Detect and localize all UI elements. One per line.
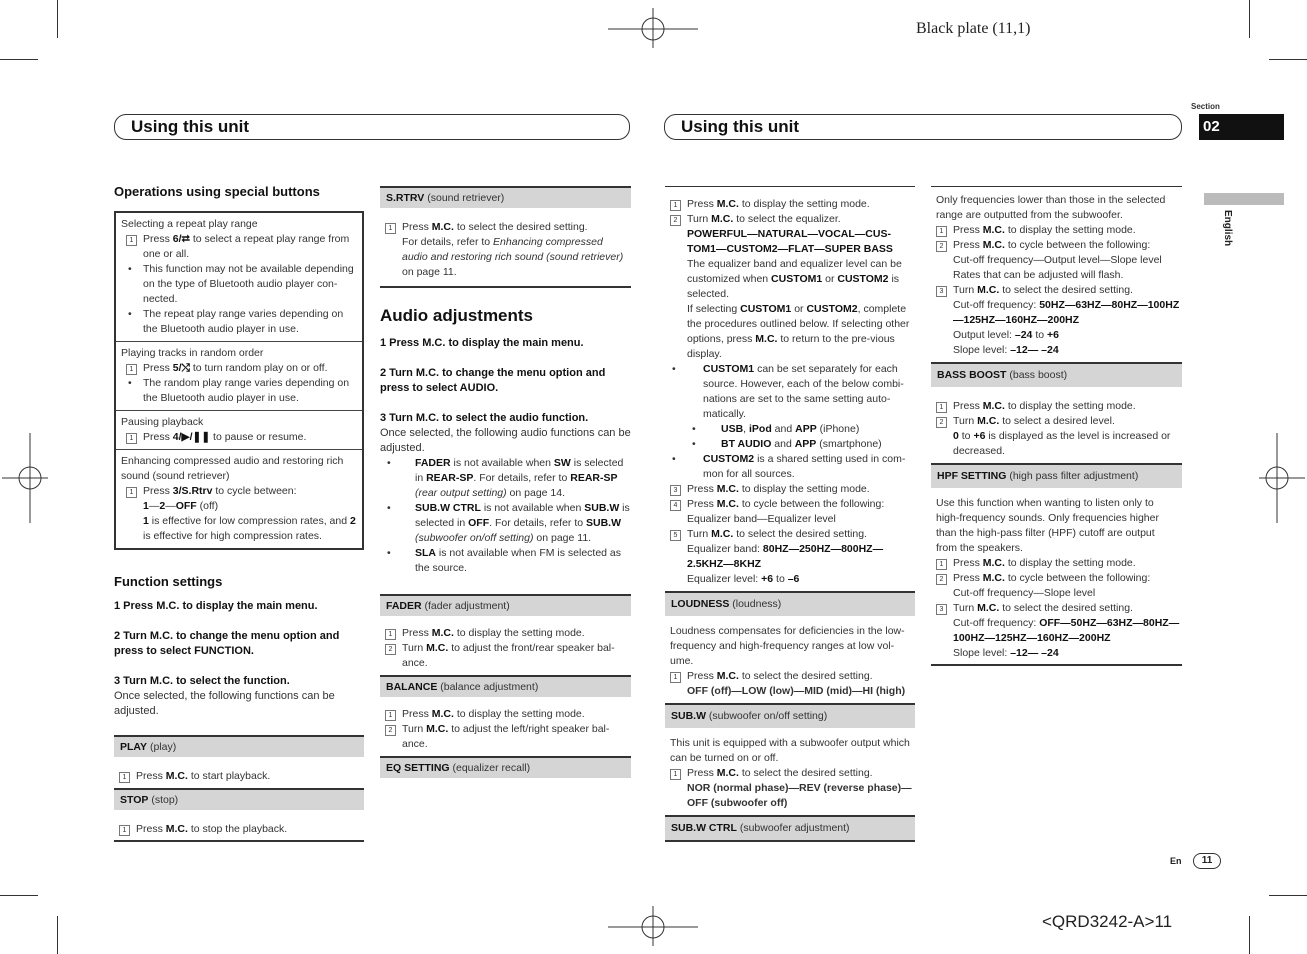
audio-title: Audio adjustments	[380, 306, 534, 325]
bass-step-1: 1 Press M.C. to display the setting mode.	[931, 399, 1182, 414]
stop-step: 1 Press M.C. to stop the playback.	[114, 822, 364, 842]
function-step-2: 2 Turn M.C. to change the menu option and press to select FUNCTION.	[114, 630, 340, 657]
subw-description: This unit is equipped with a subwoofer output which can be turned on or off.	[670, 737, 910, 764]
subw-ctrl-step-2: 2 Press M.C. to cycle between the following:	[931, 238, 1182, 253]
column-1	[114, 184, 364, 842]
eq-list: POWERFUL—NATURAL—VOCAL—CUS-TOM1—CUSTOM2—FLAT—SUPER BASS	[687, 228, 893, 255]
subw-values: NOR (normal phase)—REV (reverse phase)—OFF (subwoofer off)	[687, 782, 912, 809]
eq-step-4: 4 Press M.C. to cycle between the following:	[665, 497, 915, 512]
registration-mark-right	[1259, 433, 1305, 523]
subw-ctrl-step-3: 3 Turn M.C. to select the desired setting.	[931, 283, 1182, 298]
crop-mark	[1269, 59, 1307, 60]
srtrv-step: 1 Press M.C. to select the desired setting.	[380, 220, 631, 235]
plate-label: Black plate (11,1)	[916, 20, 1031, 37]
hpf-header: HPF SETTING (high pass filter adjustment)	[931, 463, 1182, 488]
header-left: Using this unit	[114, 114, 630, 140]
enhance-note: 1 is effective for low compression rates, and 2 is effective for high compression rates.	[143, 515, 356, 542]
page-number: 11	[1193, 853, 1221, 869]
random-note: • The random play range varies depending on the Bluetooth audio player in use.	[121, 376, 357, 406]
eq-custom-note: If selecting CUSTOM1 or CUSTOM2, complete the procedures outlined below. If selecting other options, press M.C. to return to the pre-vious display.	[687, 303, 910, 360]
enhance-sequence: 1—2—OFF (off)	[143, 500, 219, 512]
loudness-values: OFF (off)—LOW (low)—MID (mid)—HI (high)	[687, 685, 906, 697]
repeat-title: Selecting a repeat play range	[121, 218, 258, 230]
play-step: 1 Press M.C. to start playback.	[114, 769, 364, 784]
page-lang: En	[1170, 856, 1182, 866]
custom1-note: • CUSTOM1 can be set separately for each source. However, each of the below combi-nations are set to the same setting auto-matically.	[665, 362, 915, 422]
column-4	[931, 186, 1182, 666]
function-intro: Once selected, the following functions can be adjusted.	[114, 690, 335, 717]
loudness-description: Loudness compensates for deficiencies in the low-frequency and high-frequency ranges at low vol-ume.	[670, 625, 905, 667]
bass-boost-header: BASS BOOST (bass boost)	[931, 362, 1182, 387]
random-cell	[116, 342, 362, 411]
function-step-1: 1 Press M.C. to display the main menu.	[114, 600, 318, 612]
pause-step: 1 Press 4/▶/❚❚ to pause or resume.	[121, 430, 357, 445]
eq-step-4-detail: Equalizer band—Equalizer level	[687, 513, 836, 525]
header-right: Using this unit	[664, 114, 1182, 140]
special-buttons-table	[114, 211, 364, 550]
random-title: Playing tracks in random order	[121, 347, 264, 359]
crop-mark	[1249, 916, 1250, 954]
repeat-icon: ⮂	[181, 233, 190, 245]
section-number: 02	[1199, 114, 1284, 140]
fader-header: FADER (fader adjustment)	[380, 594, 631, 616]
random-icon: ⤭	[181, 362, 190, 374]
eq-header: EQ SETTING (equalizer recall)	[380, 756, 631, 778]
registration-mark-top	[608, 8, 698, 48]
bass-step-2: 2 Turn M.C. to select a desired level.	[931, 414, 1182, 429]
audio-note-fader: • FADER is not available when SW is selected in REAR-SP. For details, refer to REAR-SP (rear output setting) on page 14.	[380, 456, 631, 501]
loudness-header: LOUDNESS (loudness)	[665, 591, 915, 616]
subw-output: Output level: –24 to +6	[953, 329, 1059, 341]
subw-ctrl-options: Cut-off frequency—Output level—Slope level	[953, 254, 1162, 266]
function-step-3: 3 Turn M.C. to select the function.	[114, 675, 290, 687]
language-tab-bar	[1204, 193, 1284, 205]
enhance-title: Enhancing compressed audio and restoring rich sound (sound retriever)	[121, 455, 344, 482]
subw-slope: Slope level: –12— –24	[953, 344, 1059, 356]
subw-cutoff: Cut-off frequency: 50HZ—63HZ—80HZ—100HZ—125HZ—160HZ—200HZ	[953, 299, 1180, 326]
subw-step: 1 Press M.C. to select the desired setting.	[665, 766, 915, 781]
registration-mark-bottom	[608, 906, 698, 946]
function-title: Function settings	[114, 574, 223, 589]
balance-step-2: 2 Turn M.C. to adjust the left/right speaker bal-ance.	[380, 722, 631, 752]
crop-mark	[57, 916, 58, 954]
language-tab: English	[1222, 210, 1233, 247]
subw-ctrl-step-1: 1 Press M.C. to display the setting mode.	[931, 223, 1182, 238]
eq-band: Equalizer band: 80HZ—250HZ—800HZ—2.5KHZ—8KHZ	[687, 543, 884, 570]
eq-step-3: 3 Press M.C. to display the setting mode.	[665, 482, 915, 497]
hpf-slope: Slope level: –12— –24	[931, 646, 1182, 666]
custom1-sub-2: • BT AUDIO and APP (smartphone)	[665, 437, 915, 452]
crop-mark	[57, 0, 58, 38]
balance-header: BALANCE (balance adjustment)	[380, 675, 631, 697]
repeat-note: • This function may not be available depending on the type of Bluetooth audio player con-nected.	[121, 262, 357, 307]
footer-code: <QRD3242-A>11	[1042, 912, 1173, 931]
audio-step-3: 3 Turn M.C. to select the audio function.	[380, 412, 589, 424]
play-header: PLAY (play)	[114, 735, 364, 757]
audio-intro: Once selected, the following audio functions can be adjusted.	[380, 427, 631, 454]
crop-mark	[0, 895, 38, 896]
bass-detail: 0 to +6 is displayed as the level is increased or decreased.	[953, 430, 1171, 457]
audio-step-1: 1 Press M.C. to display the main menu.	[380, 337, 584, 349]
eq-description: The equalizer band and equalizer level can be customized when CUSTOM1 or CUSTOM2 is selected.	[687, 258, 902, 300]
registration-mark-left	[2, 433, 48, 523]
crop-mark	[1269, 895, 1307, 896]
hpf-step-2: 2 Press M.C. to cycle between the following:	[931, 571, 1182, 586]
enhance-step: 1 Press 3/S.Rtrv to cycle between:	[121, 484, 357, 499]
hpf-step-3: 3 Turn M.C. to select the desired setting.	[931, 601, 1182, 616]
play-pause-icon: 4/▶/❚❚	[172, 431, 211, 443]
audio-note-sla: • SLA is not available when FM is selected as the source.	[380, 546, 631, 576]
hpf-cutoff: Cut-off frequency: OFF—50HZ—63HZ—80HZ—100HZ—125HZ—160HZ—200HZ	[953, 617, 1180, 644]
fader-step-1: 1 Press M.C. to display the setting mode.	[380, 626, 631, 641]
custom2-note: • CUSTOM2 is a shared setting used in com-mon for all sources.	[665, 452, 915, 482]
crop-mark	[1249, 0, 1250, 38]
section-label: Section	[1191, 102, 1220, 111]
srtrv-header: S.RTRV (sound retriever)	[380, 186, 631, 208]
subw-ctrl-intro: Only frequencies lower than those in the selected range are outputted from the subwoofer.	[936, 194, 1166, 221]
eq-level: Equalizer level: +6 to –6	[687, 573, 800, 585]
crop-mark	[0, 59, 38, 60]
loudness-step: 1 Press M.C. to select the desired setting.	[665, 669, 915, 684]
repeat-step: 1 Press 6/⮂ to select a repeat play range from one or all.	[121, 232, 357, 262]
stop-header: STOP (stop)	[114, 788, 364, 810]
column-3	[665, 186, 915, 842]
audio-note-subw: • SUB.W CTRL is not available when SUB.W is selected in OFF. For details, refer to SUB.W (subwoofer on/off setting) on page 11.	[380, 501, 631, 546]
pause-title: Pausing playback	[121, 416, 204, 428]
column-2	[380, 186, 631, 778]
pause-cell	[116, 411, 362, 450]
random-step: 1 Press 5/⤭ to turn random play on or off.	[121, 361, 357, 376]
fader-step-2: 2 Turn M.C. to adjust the front/rear speaker bal-ance.	[380, 641, 631, 671]
subw-ctrl-header: SUB.W CTRL (subwoofer adjustment)	[665, 815, 915, 842]
subw-ctrl-flash-note: Rates that can be adjusted will flash.	[953, 269, 1124, 281]
audio-step-2: 2 Turn M.C. to change the menu option and press to select AUDIO.	[380, 367, 606, 394]
subw-header: SUB.W (subwoofer on/off setting)	[665, 703, 915, 728]
srtrv-details: For details, refer to Enhancing compressed audio and restoring rich sound (sound retriever) on page 11.	[380, 235, 631, 288]
balance-step-1: 1 Press M.C. to display the setting mode.	[380, 707, 631, 722]
eq-step-2: 2 Turn M.C. to select the equalizer.	[665, 212, 915, 227]
hpf-options: Cut-off frequency—Slope level	[953, 587, 1096, 599]
ops-title: Operations using special buttons	[114, 184, 320, 199]
hpf-description: Use this function when wanting to listen only to high-frequency sounds. Only frequencies higher than the high-pass filter (HPF) cutoff are output from the speakers.	[936, 497, 1159, 554]
eq-step-1: 1 Press M.C. to display the setting mode.	[665, 197, 915, 212]
repeat-note: • The repeat play range varies depending on the Bluetooth audio player in use.	[121, 307, 357, 337]
hpf-step-1: 1 Press M.C. to display the setting mode.	[931, 556, 1182, 571]
repeat-cell	[116, 213, 362, 342]
custom1-sub-1: • USB, iPod and APP (iPhone)	[665, 422, 915, 437]
eq-step-5: 5 Turn M.C. to select the desired setting.	[665, 527, 915, 542]
enhance-cell	[116, 450, 362, 548]
